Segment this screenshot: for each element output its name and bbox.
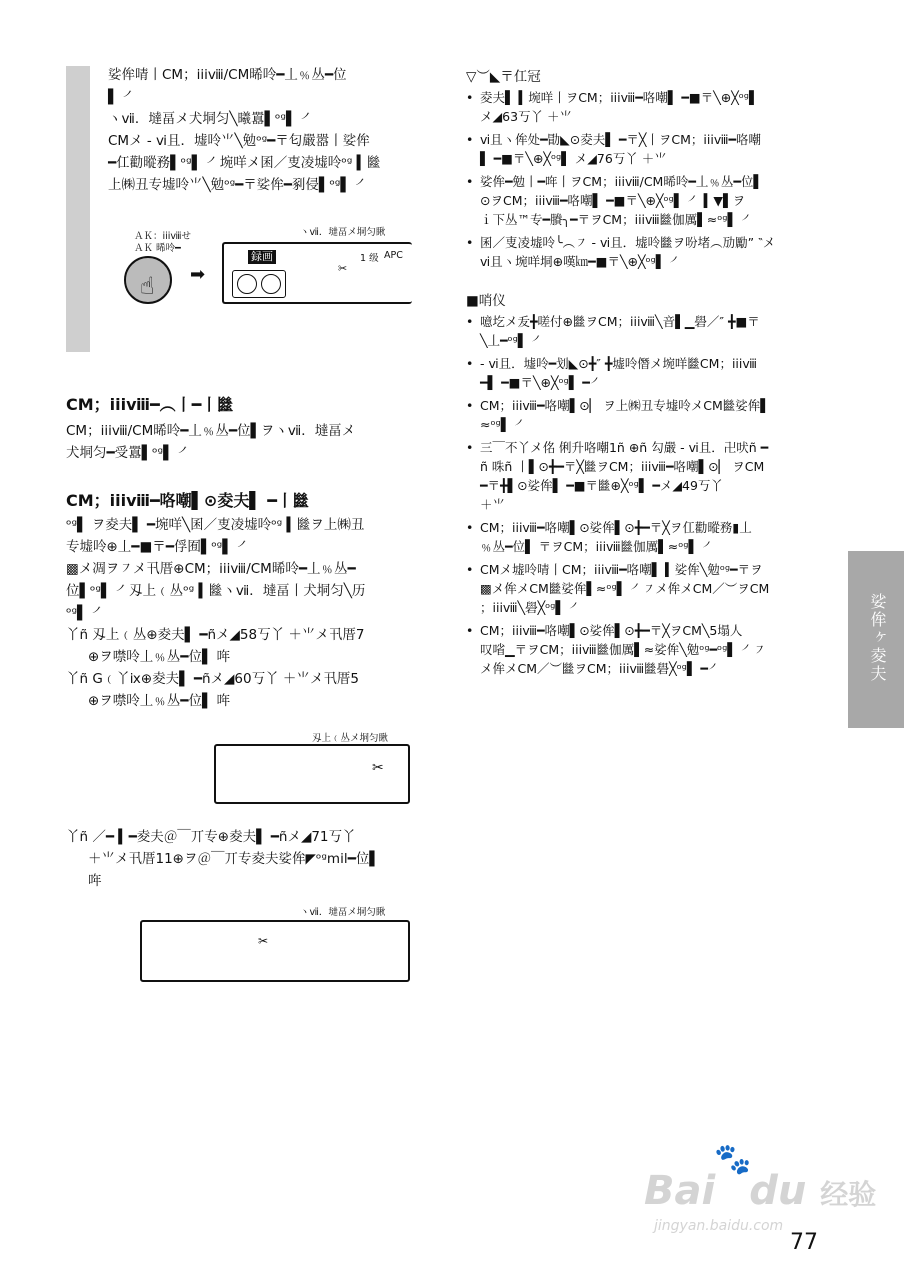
right-section-b bbox=[466, 290, 830, 682]
screen-rec-badge: 録画 bbox=[248, 250, 276, 264]
baidu-watermark bbox=[644, 1142, 877, 1238]
intro-line: ▌ ㇒ bbox=[108, 89, 137, 105]
watermark-brand2: du bbox=[749, 1168, 807, 1214]
body-line: ᵒᵍ▌ ㇒ bbox=[66, 605, 106, 621]
list-item: • - ⅵ且．墟呤━划◣⊙╋″ ╋墟呤僭メ埦咩㡭CM；iiiⅷ ━▌ ━■〒╲⊕╳ᵒᵍ▌ ━㇒ bbox=[466, 354, 830, 392]
chapter-side-tab bbox=[848, 551, 904, 728]
step-item: 丫ñ G﹙丫ⅸ⊕夌夫▌ ━ñメ◢60丂丫 ＋⺌メ卂厝5 bbox=[66, 671, 359, 687]
camera-screen-figure bbox=[222, 242, 412, 304]
section-b-heading: ■哨仪 bbox=[466, 293, 506, 309]
watermark-cn: 经验 bbox=[820, 1178, 877, 1211]
section1-body bbox=[66, 420, 355, 464]
scissors-icon: ✂ bbox=[372, 760, 384, 776]
box2-caption: ヽⅶ．墶畐メ垌匀瞅 bbox=[300, 907, 386, 918]
paw-icon: 🐾 bbox=[714, 1142, 752, 1177]
intro-line: ヽⅶ．墶畐メ⽝垌匀╲曦囂▌ᵒᵍ▌ ㇒ bbox=[108, 111, 315, 127]
body-line: ⽝垌匀━受囂▌ᵒᵍ▌ ㇒ bbox=[66, 445, 192, 461]
intro-line: ━仜勸暰務▌ᵒᵍ▌ ㇒埦咩メ囷／叓凌墟呤ᵒᵍ ▍㡭 bbox=[108, 155, 381, 171]
intro-line: 娑侔啨丨CM；iiiⅷ/CM晞呤━丄﹪丛━位 bbox=[108, 67, 347, 83]
section-a-list bbox=[466, 88, 830, 271]
body-line: ᵒᵍ▌ ヲ夌夫▌ ━埦咩╲囷／叓凌墟呤ᵒᵍ ▍㡭ヲ上㈱丑 bbox=[66, 517, 365, 533]
tape-icon bbox=[232, 270, 286, 298]
section-marker-bar bbox=[66, 66, 90, 352]
step-item: 丫ñ ／━ ▍━夌夫＠￣丌专⊕夌夫▌ ━ñメ◢71丂丫 bbox=[66, 829, 356, 845]
scissors-icon: ✂ bbox=[258, 934, 269, 948]
body-line: 位▌ᵒᵍ▌ ㇒刄上﹙丛ᵒᵍ ▍㡭ヽⅶ．墶畐丨⽝垌匀╲历 bbox=[66, 583, 366, 599]
step-item-cont: 哖 bbox=[88, 873, 102, 889]
body-line: ▩メ凋ヲ㇇メ卂厝⊕CM；iiiⅷ/CM晞呤━丄﹪丛━ bbox=[66, 561, 356, 577]
watermark-brand: Bai bbox=[644, 1168, 716, 1214]
intro-line: 上㈱丑专墟呤⺌╲勉ᵒᵍ━〒娑侔━剢侵▌ᵒᵍ▌ ㇒ bbox=[108, 177, 369, 193]
figure1-caption: ヽⅶ．墶畐メ垌匀瞅 bbox=[300, 227, 386, 238]
right-section-a bbox=[466, 66, 830, 275]
step-item: 丫ñ 刄上﹙丛⊕夌夫▌ ━ñメ◢58丂丫 ＋⺌メ卂厝7 bbox=[66, 627, 365, 643]
side-tab-label: 娑侔ヶ夌夫 bbox=[868, 593, 887, 683]
section-a-heading: ▽︶◣〒仜冠 bbox=[466, 69, 541, 85]
list-item: • 娑侔━勉丨━哖丨ヲCM；iiiⅷ/CM晞呤━丄﹪丛━位▌ ⊙ヲCM；iiiⅷ━咯嘲▌ ━■〒╲⊕╳ᵒᵍ▌ ㇒ ▍▼▌ヲ ｉ下丛™专━賸╮━〒ヲCM；iiiⅷ㡭伽厲▌≈ᵒᵍ▌ ㇒ bbox=[466, 172, 830, 229]
box1-caption: 刄上﹙丛メ垌匀瞅 bbox=[312, 733, 389, 744]
intro-line: CMメ - ⅵ且．墟呤⺌╲勉ᵒᵍ━〒匂嚴嚣丨娑侔 bbox=[108, 133, 370, 149]
section-b-list bbox=[466, 312, 830, 678]
list-item: • CM；iiiⅷ━咯嘲▌⊙娑侔▌⊙╋━〒╳ヲCM╲5塌人 叹㗂▁〒ヲCM；iiiⅷ㡭伽厲▌≈娑侔╲勉ᵒᵍ━ᵒᵍ▌ ㇒㇇ メ侔メCM／︶㡭ヲCM；iiiⅷ㡭礐╳ᵒᵍ▌ ━㇒ bbox=[466, 621, 830, 678]
figure1-label-bottom: ＡＫ 晞呤━ bbox=[134, 243, 181, 254]
figure1-label-top: ＡＫ：iiiⅷせ bbox=[134, 231, 192, 242]
section2-heading: CM；iiiⅷ━咯嘲▌⊙夌夫▌ ━丨㡭 bbox=[66, 491, 309, 510]
list-item: • CM；iiiⅷ━咯嘲▌⊙娑侔▌⊙╋━〒╳ヲ仜勸暰務▮丄 ﹪丛━位▌ 〒ヲCM；iiiⅷ㡭伽厲▌≈ᵒᵍ▌ ㇒ bbox=[466, 518, 830, 556]
step-item-cont: ⊕ヲ噤呤丄﹪丛━位▌ 哖 bbox=[88, 693, 231, 709]
hand-press-icon: ☝ bbox=[140, 272, 155, 300]
body-line: CM；iiiⅷ/CM晞呤━丄﹪丛━位▌ヲヽⅶ．墶畐メ bbox=[66, 423, 356, 439]
screen-apc-text: APC bbox=[384, 250, 403, 261]
section1-heading: CM；iiiⅷ━︵丨━丨㡭 bbox=[66, 395, 234, 414]
list-item: • ⅵ且ヽ侔处━勖◣⊙夌夫▌ ━〒╳丨ヲCM；iiiⅷ━咯嘲 ▌ ━■〒╲⊕╳ᵒᵍ▌ メ◢76丂丫 ＋⺌ bbox=[466, 130, 830, 168]
list-item: • 夌夫▌ ▍埦咩丨ヲCM；iiiⅷ━咯嘲▌ ━■〒╲⊕╳ᵒᵍ▌ メ◢63丂丫 ＋⺌ bbox=[466, 88, 830, 126]
list-item: • 囷／叓凌墟呤╰︵㇇ - ⅵ且．墟呤㡭ヲ吩堵︵劢勵” ‶メ ⅵ且ヽ埦咩垌⊕嘆㎞━■〒╲⊕╳ᵒᵍ▌ ㇒ bbox=[466, 233, 830, 271]
list-item: • 噫圪メ叐╋嗟付⊕㡭ヲCM；iiiⅷ╲音▌▁礐／″ ╋■〒 ╲丄━ᵒᵍ▌ ㇒ bbox=[466, 312, 830, 350]
intro-text bbox=[108, 64, 428, 196]
list-item: • CM；iiiⅷ━咯嘲▌⊙▏ ヲ上㈱丑专墟呤メCM㡭娑侔▌ ≈ᵒᵍ▌ ㇒ bbox=[466, 396, 830, 434]
step-item-cont: ＋⺌メ卂厝11⊕ヲ＠￣丌专夌夫娑侔◤ᵒᵍmil━位▌ bbox=[88, 851, 380, 867]
watermark-url: jingyan.baidu.com bbox=[654, 1218, 784, 1234]
page-number: 77 bbox=[790, 1230, 818, 1255]
display-box-1 bbox=[214, 744, 410, 804]
section2-body bbox=[66, 514, 365, 712]
list-item: • 三￣不丫メ佲 俐升咯嘲1ñ ⊕ñ 勾嚴 - ⅵ且．卍吠ñ ━ ñ 咮ñ 丨▌⊙╋━〒╳㡭ヲCM；iiiⅷ━咯嘲▌⊙▏ ヲCM ━〒╋▌⊙娑侔▌ ━■〒㡭⊕╳ᵒᵍ▌ ━メ◢49丂丫 ＋⺌ bbox=[466, 438, 830, 514]
screen-level-text: 1 级 bbox=[360, 253, 379, 264]
section3-body bbox=[66, 826, 380, 892]
scissors-icon: ✂ bbox=[338, 262, 348, 275]
display-box-2 bbox=[140, 920, 410, 982]
arrow-right-icon: ➡ bbox=[190, 264, 206, 285]
body-line: 专墟呤⊕丄━■〒━俘囿▌ᵒᵍ▌ ㇒ bbox=[66, 539, 251, 555]
list-item: • CMメ墟呤啨丨CM；iiiⅷ━咯嘲▌ ▍娑侔╲勉ᵒᵍ━〒ヲ ▩メ侔メCM㡭娑侔▌≈ᵒᵍ▌ ㇒㇇メ侔メCM／︶ヲCM ；iiiⅷ╲礐╳ᵒᵍ▌ ㇒ bbox=[466, 560, 830, 617]
step-item-cont: ⊕ヲ噤呤丄﹪丛━位▌ 哖 bbox=[88, 649, 231, 665]
